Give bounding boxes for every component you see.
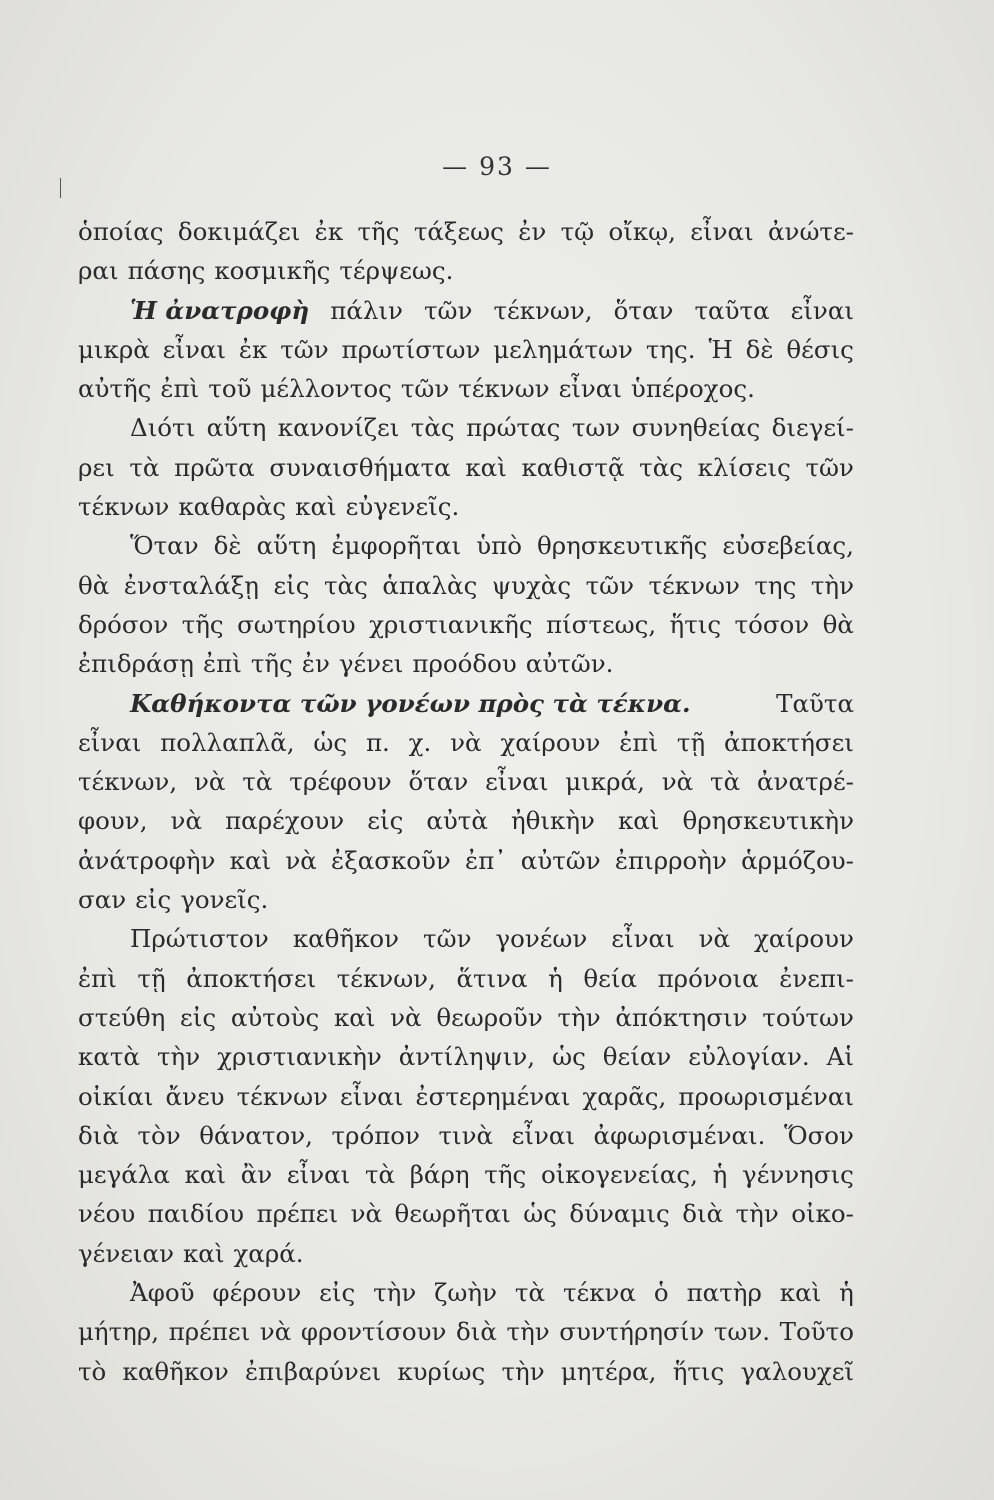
text-line xyxy=(78,605,854,644)
word: κατὰ xyxy=(78,1042,140,1072)
word: πρώτας xyxy=(466,413,561,443)
word: τὰ xyxy=(710,767,741,797)
word: θρησκευτικὴν xyxy=(682,806,854,836)
word: εἶναι xyxy=(286,1160,351,1190)
word: εἶναι xyxy=(790,295,854,325)
word: παρέχουν xyxy=(225,806,345,836)
word: γαλουχεῖ xyxy=(740,1356,854,1386)
word: τῆς xyxy=(250,649,293,679)
word: χαρᾶς, xyxy=(582,1081,667,1111)
word: νὰ xyxy=(259,1317,292,1347)
text-line xyxy=(78,212,854,251)
word: ἡ xyxy=(712,1160,728,1190)
word: Πρώτιστον xyxy=(130,924,269,954)
word: τῆς xyxy=(181,609,224,639)
word: Αἱ xyxy=(826,1042,854,1072)
text-line xyxy=(78,291,854,330)
word: χαρά. xyxy=(233,1238,304,1268)
word: ἀφωρισμέναι. xyxy=(593,1120,766,1150)
word: ρει xyxy=(78,452,115,482)
paragraph xyxy=(78,684,854,920)
text-line xyxy=(78,762,854,801)
word: γονέων xyxy=(495,924,588,954)
word: τὴν xyxy=(810,570,854,600)
word: γένειαν xyxy=(78,1238,174,1268)
text-line xyxy=(78,723,854,762)
text-line xyxy=(78,1234,854,1273)
word: δὲ xyxy=(213,531,242,561)
word: ἁρμόζου- xyxy=(741,845,854,875)
word: π. xyxy=(365,727,390,757)
text-line xyxy=(78,1273,854,1312)
word: κλίσεις xyxy=(697,452,791,482)
text-line xyxy=(78,526,854,565)
word: ὅταν xyxy=(613,295,674,325)
word: νὰ xyxy=(698,924,731,954)
word: πρέπει xyxy=(168,1317,251,1347)
word: εἰς xyxy=(273,570,310,600)
word: τούτων xyxy=(762,1002,854,1032)
word: ἀνάτροφὴν xyxy=(78,845,216,875)
word: εἶναι xyxy=(511,1120,575,1150)
word: διὰ xyxy=(456,1317,497,1347)
word: ἐν xyxy=(301,649,330,679)
word: αὐτῆς xyxy=(78,374,152,404)
word: φέρουν xyxy=(212,1278,302,1308)
word: πρωτίστων xyxy=(341,334,481,364)
word: ἀντίληψιν, xyxy=(398,1042,536,1072)
word: τὴν xyxy=(501,1356,545,1386)
text-line xyxy=(78,959,854,998)
word: εἶναι xyxy=(485,767,549,797)
word: ἀνώτε- xyxy=(768,217,854,246)
word: τῶν xyxy=(585,570,635,600)
word: ἐνσταλάξῃ xyxy=(123,570,259,600)
word: πάλιν xyxy=(330,295,403,325)
word: εἰς xyxy=(180,1002,217,1032)
word: Διότι xyxy=(130,413,196,443)
word: ἐστερημέναι xyxy=(415,1081,571,1111)
word: τῆς xyxy=(357,217,400,246)
word: τὰ xyxy=(364,1160,396,1190)
word: ραι xyxy=(78,256,119,286)
word: μέλλοντος xyxy=(260,374,392,404)
word: τέκνων, xyxy=(78,767,178,797)
word: τὴν xyxy=(506,1317,550,1347)
word: κυρίως xyxy=(397,1356,486,1386)
word: θέσις xyxy=(786,334,854,364)
body-text xyxy=(78,212,854,1391)
word: αὕτη xyxy=(256,531,317,561)
word: τὴν xyxy=(557,1002,601,1032)
word: συντήρησίν xyxy=(559,1317,705,1347)
word: τέκνων, xyxy=(493,295,593,325)
word: ὑπὸ xyxy=(476,531,522,561)
word: τὰς xyxy=(639,452,683,482)
word: πίστεως, xyxy=(545,609,657,639)
word: μεγάλα xyxy=(78,1160,170,1190)
word: ἥτις xyxy=(669,609,722,639)
paragraph xyxy=(78,291,854,409)
word: τὰς xyxy=(323,570,368,600)
word: δοκιμάζει xyxy=(177,217,301,246)
text-line xyxy=(78,1312,854,1351)
word: πρόνοια xyxy=(657,963,759,993)
word: τοῦ xyxy=(208,374,252,404)
word: εἶναι xyxy=(162,334,227,364)
word: διὰ xyxy=(682,1199,724,1229)
word: ταῦτα xyxy=(694,295,770,325)
word: εἰς xyxy=(319,1278,356,1308)
text-line xyxy=(78,1194,854,1233)
word: ὑπέροχος. xyxy=(630,374,755,404)
word: νὰ xyxy=(193,767,226,797)
text-line xyxy=(78,408,854,447)
word: ἐπιβαρύνει xyxy=(245,1356,382,1386)
word: πάσης xyxy=(127,256,206,286)
word: ζωὴν xyxy=(434,1278,497,1308)
word: αὐτὰ xyxy=(426,806,488,836)
word: ἐμφορῆται xyxy=(331,531,462,561)
margin-mark xyxy=(60,178,61,198)
text-line xyxy=(78,880,854,919)
word: πρέπει xyxy=(256,1199,339,1229)
word: τὴν xyxy=(735,1199,779,1229)
word: Ταῦτα xyxy=(776,688,854,718)
emphasized-heading: Καθήκοντα τῶν γονέων πρὸς τὰ τέκνα. xyxy=(130,688,691,718)
word: θεία xyxy=(583,963,637,993)
word: θὰ xyxy=(78,570,110,600)
word: μήτηρ, xyxy=(78,1317,160,1347)
word: ἐπὶ xyxy=(78,963,117,993)
word: ἀποκτήσει xyxy=(723,727,854,757)
word: εἶναι xyxy=(611,924,675,954)
word: τῶν xyxy=(423,295,473,325)
page-number: — 93 — xyxy=(442,152,552,181)
word: αὕτη xyxy=(206,413,267,443)
word: ἠθικὴν xyxy=(510,806,595,836)
word: τῷ xyxy=(560,217,595,246)
text-line xyxy=(78,919,854,958)
word: των xyxy=(571,413,621,443)
word: παιδίου xyxy=(147,1199,244,1229)
word: τάξεως xyxy=(413,217,504,246)
word: εἶναι xyxy=(690,217,754,246)
word: ὡς xyxy=(523,1199,557,1229)
text-line xyxy=(78,448,854,487)
word: καὶ xyxy=(184,1160,227,1190)
word: τόσον xyxy=(734,609,810,639)
word: δρόσον xyxy=(78,609,169,639)
word: πατὴρ xyxy=(686,1278,762,1308)
word: εἶναι xyxy=(340,1081,404,1111)
word: τῶν xyxy=(805,452,854,482)
word: ἐν xyxy=(518,217,547,246)
word: Τοῦτο xyxy=(779,1317,854,1347)
word: ἂν xyxy=(240,1160,273,1190)
word: γονεῖς. xyxy=(180,885,269,915)
word: μητέρα, xyxy=(560,1356,657,1386)
word: καὶ xyxy=(229,845,272,875)
word: ψυχὰς xyxy=(491,570,572,600)
word: μικρὰ xyxy=(78,334,150,364)
word: διὰ xyxy=(78,1120,119,1150)
word: τῶν xyxy=(400,374,450,404)
word: τέκνων, xyxy=(336,963,436,993)
word: Ἀφοῦ xyxy=(130,1278,195,1308)
word: τινὰ xyxy=(438,1120,494,1150)
word: θεωρῆται xyxy=(394,1199,511,1229)
text-line xyxy=(78,998,854,1037)
word: αὐτῶν. xyxy=(525,649,614,679)
word: χαίρουν xyxy=(500,727,601,757)
word: καὶ xyxy=(779,1278,822,1308)
word: νὰ xyxy=(390,1002,422,1032)
word: εὐγενεῖς. xyxy=(345,492,460,522)
word: χριστιανικῆς xyxy=(369,609,533,639)
word: τέκνων xyxy=(78,492,170,522)
word: ὡς xyxy=(552,1042,586,1072)
word: αὐτῶν xyxy=(520,845,601,875)
word: γέννησις xyxy=(742,1160,854,1190)
word: εἰς xyxy=(135,885,172,915)
word: τέκνων xyxy=(458,374,550,404)
word: τέκνων xyxy=(648,570,740,600)
paragraph xyxy=(78,408,854,526)
word: πολλαπλᾶ, xyxy=(160,727,295,757)
word: ἥτις xyxy=(672,1356,725,1386)
word: εἶναι xyxy=(558,374,622,404)
word: της xyxy=(754,570,797,600)
word: μελημάτων xyxy=(493,334,633,364)
text-line xyxy=(78,1352,854,1391)
word: κοσμικῆς xyxy=(214,256,331,286)
word: σωτηρίου xyxy=(237,609,356,639)
word: των. xyxy=(713,1317,771,1347)
word: ἐπὶ xyxy=(202,649,242,679)
word: Ἡ xyxy=(708,334,733,364)
word: νὰ xyxy=(450,727,482,757)
word: φουν, xyxy=(78,806,148,836)
word: τὸ xyxy=(78,1356,107,1386)
word: καθαρὰς xyxy=(178,492,287,522)
word: χριστιανικὴν xyxy=(217,1042,382,1072)
word: ἐπιδράσῃ xyxy=(78,649,194,679)
word: τῆς xyxy=(484,1160,527,1190)
word: τὴν xyxy=(373,1278,417,1308)
word: καθιστᾷ xyxy=(521,452,625,482)
word: της. xyxy=(645,334,696,364)
word: ἀνατρέ- xyxy=(757,767,854,797)
word: νὰ xyxy=(350,1199,383,1229)
word: καθῆκον xyxy=(292,924,400,954)
word: νέου xyxy=(78,1199,136,1229)
word: ἀπόκτησιν xyxy=(615,1002,748,1032)
word: διεγεί- xyxy=(771,413,854,443)
word: θεωροῦν xyxy=(436,1002,543,1032)
word: τέκνων xyxy=(236,1081,328,1111)
word: τρόπον xyxy=(331,1120,420,1150)
word: ἄνευ xyxy=(165,1081,225,1111)
word: τὸν xyxy=(137,1120,181,1150)
word: τῇ xyxy=(137,963,166,993)
word: καὶ xyxy=(617,806,660,836)
word: εὐσεβείας, xyxy=(722,531,854,561)
word: ἐκ xyxy=(314,217,344,246)
word: ὁποίας xyxy=(78,217,164,246)
word: ἅτινα xyxy=(456,963,528,993)
word: ἐνεπι- xyxy=(779,963,854,993)
text-line xyxy=(78,841,854,880)
word: ἀποκτήσει xyxy=(186,963,317,993)
word: φροντίσουν xyxy=(300,1317,447,1347)
word: τὰ xyxy=(514,1278,546,1308)
word: καθῆκον xyxy=(122,1356,229,1386)
text-line xyxy=(78,330,854,369)
word: καὶ xyxy=(465,452,507,482)
word: νὰ xyxy=(661,767,694,797)
word: οἰκογενείας, xyxy=(540,1160,698,1190)
word: προόδου xyxy=(412,649,517,679)
word: δύναμις xyxy=(569,1199,670,1229)
word: κανονίζει xyxy=(277,413,400,443)
word: σαν xyxy=(78,885,127,915)
text-line xyxy=(78,1077,854,1116)
word: θάνατον, xyxy=(199,1120,313,1150)
word: στεύθη xyxy=(78,1002,166,1032)
word: ὁ xyxy=(653,1278,669,1308)
word: τῶν xyxy=(280,334,329,364)
word: συναισθήματα xyxy=(269,452,451,482)
word: ἐκ xyxy=(238,334,268,364)
word: ἐπὶ xyxy=(160,374,200,404)
word: χ. xyxy=(408,727,432,757)
word: ἐπ᾽ xyxy=(465,845,507,875)
word: θρησκευτικῆς xyxy=(537,531,708,561)
word: συνηθείας xyxy=(631,413,761,443)
word: τέρψεως. xyxy=(339,256,454,286)
text-line xyxy=(78,487,854,526)
word: τὰ xyxy=(129,452,160,482)
word: ἡ xyxy=(839,1278,854,1308)
word: πρῶτα xyxy=(174,452,255,482)
word: προωρισμέναι xyxy=(678,1081,854,1111)
word: ἁπαλὰς xyxy=(382,570,478,600)
word: οἴκῳ, xyxy=(608,217,676,246)
word: εἰς xyxy=(367,806,404,836)
word: τὰς xyxy=(410,413,455,443)
word: νὰ xyxy=(170,806,202,836)
text-line xyxy=(78,1155,854,1194)
word: εἶναι xyxy=(78,727,142,757)
word: ἐπιρροὴν xyxy=(614,845,727,875)
emphasized-heading: Ἡ ἀνατροφὴ xyxy=(130,295,310,325)
word: τῇ xyxy=(676,727,706,757)
word: τὴν xyxy=(156,1042,201,1072)
word: βάρη xyxy=(409,1160,470,1190)
word: εὐλογίαν. xyxy=(688,1042,810,1072)
word: καὶ xyxy=(333,1002,376,1032)
word: ὅταν xyxy=(408,767,469,797)
word: καὶ xyxy=(182,1238,225,1268)
text-line xyxy=(78,251,854,290)
word: τὰ xyxy=(242,767,273,797)
paragraph xyxy=(78,919,854,1273)
word: καὶ xyxy=(295,492,337,522)
paragraph xyxy=(78,526,854,683)
word: ὡς xyxy=(313,727,348,757)
word: χαίρουν xyxy=(754,924,854,954)
word: ἐξασκοῦν xyxy=(331,845,451,875)
word: αὐτοὺς xyxy=(230,1002,320,1032)
text-line xyxy=(78,801,854,840)
word: θὰ xyxy=(822,609,854,639)
paragraph xyxy=(78,1273,854,1391)
text-line xyxy=(78,1116,854,1155)
word: μικρά, xyxy=(565,767,645,797)
paragraph xyxy=(78,212,854,291)
word: γένει xyxy=(338,649,404,679)
word: τῶν xyxy=(423,924,472,954)
text-line xyxy=(78,1037,854,1076)
word: δὲ xyxy=(745,334,774,364)
word: ἐπὶ xyxy=(619,727,659,757)
word: Ὅταν xyxy=(130,531,199,561)
text-line xyxy=(78,644,854,683)
word: οἰκο- xyxy=(791,1199,854,1229)
word: τρέφουν xyxy=(289,767,392,797)
text-line xyxy=(78,566,854,605)
word: θείαν xyxy=(602,1042,672,1072)
text-line xyxy=(78,369,854,408)
word: οἰκίαι xyxy=(78,1081,154,1111)
word: τέκνα xyxy=(562,1278,636,1308)
word: Ὅσον xyxy=(783,1120,854,1150)
word: ἡ xyxy=(548,963,563,993)
text-line xyxy=(78,684,854,723)
word: νὰ xyxy=(285,845,317,875)
